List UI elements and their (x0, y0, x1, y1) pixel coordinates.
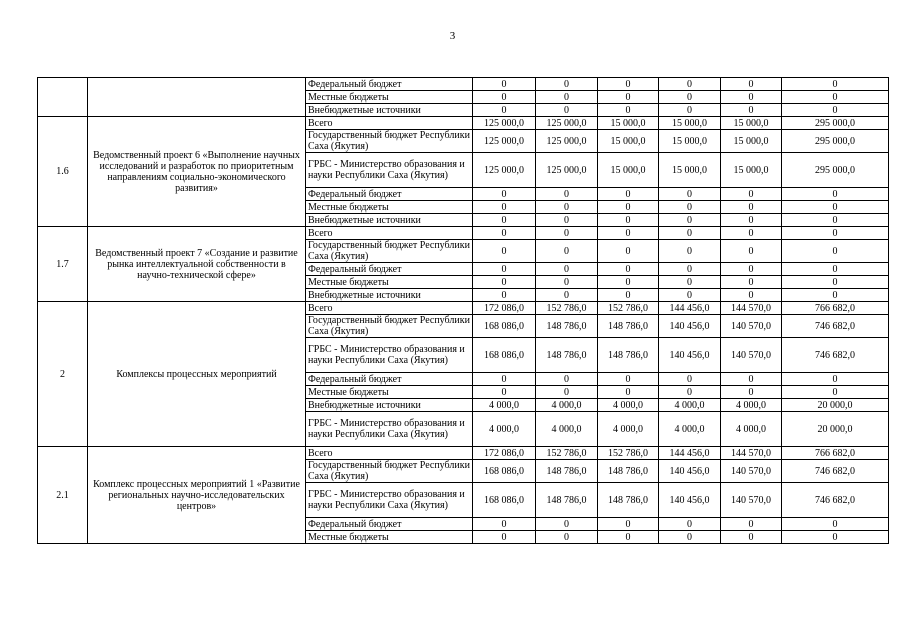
year-value: 0 (473, 289, 536, 302)
total-value: 0 (782, 104, 889, 117)
year-value: 125 000,0 (536, 153, 598, 188)
year-value: 152 786,0 (598, 447, 659, 460)
funding-source: Всего (306, 447, 473, 460)
year-value: 0 (598, 289, 659, 302)
total-value: 746 682,0 (782, 315, 889, 338)
year-value: 15 000,0 (598, 130, 659, 153)
year-value: 168 086,0 (473, 460, 536, 483)
budget-table-body (38, 78, 889, 544)
year-value: 0 (536, 263, 598, 276)
year-value: 0 (598, 104, 659, 117)
year-value: 0 (659, 240, 721, 263)
funding-source: Всего (306, 117, 473, 130)
year-value: 0 (536, 386, 598, 399)
year-value: 15 000,0 (659, 153, 721, 188)
funding-source: ГРБС - Министерство образования и науки Республики Саха (Якутия) (306, 338, 473, 373)
year-value: 0 (721, 289, 782, 302)
year-value: 4 000,0 (536, 399, 598, 412)
year-value: 0 (659, 78, 721, 91)
budget-row (38, 117, 889, 130)
year-value: 0 (536, 240, 598, 263)
year-value: 15 000,0 (721, 117, 782, 130)
total-value: 0 (782, 386, 889, 399)
year-value: 140 570,0 (721, 338, 782, 373)
year-value: 140 570,0 (721, 315, 782, 338)
total-value: 0 (782, 78, 889, 91)
funding-source: Государственный бюджет Республики Саха (Якутия) (306, 130, 473, 153)
total-value: 0 (782, 263, 889, 276)
funding-source: ГРБС - Министерство образования и науки Республики Саха (Якутия) (306, 412, 473, 447)
year-value: 140 570,0 (721, 460, 782, 483)
year-value: 0 (536, 214, 598, 227)
year-value: 4 000,0 (473, 412, 536, 447)
year-value: 0 (598, 276, 659, 289)
year-value: 0 (598, 240, 659, 263)
year-value: 152 786,0 (536, 302, 598, 315)
year-value: 0 (473, 91, 536, 104)
year-value: 144 456,0 (659, 447, 721, 460)
year-value: 4 000,0 (473, 399, 536, 412)
year-value: 144 570,0 (721, 302, 782, 315)
total-value: 295 000,0 (782, 130, 889, 153)
year-value: 0 (536, 289, 598, 302)
year-value: 0 (659, 386, 721, 399)
year-value: 140 456,0 (659, 315, 721, 338)
total-value: 20 000,0 (782, 399, 889, 412)
year-value: 4 000,0 (659, 412, 721, 447)
year-value: 0 (721, 227, 782, 240)
funding-source: Государственный бюджет Республики Саха (Якутия) (306, 460, 473, 483)
year-value: 140 456,0 (659, 338, 721, 373)
section-number: 2.1 (38, 447, 88, 544)
funding-source: Внебюджетные источники (306, 289, 473, 302)
year-value: 0 (473, 263, 536, 276)
year-value: 0 (721, 104, 782, 117)
section-name: Комплекс процессных мероприятий 1 «Развитие региональных научно-исследовательских центров» (88, 447, 306, 544)
year-value: 140 456,0 (659, 460, 721, 483)
year-value: 0 (473, 373, 536, 386)
year-value: 125 000,0 (536, 117, 598, 130)
year-value: 0 (473, 201, 536, 214)
year-value: 148 786,0 (598, 338, 659, 373)
year-value: 0 (659, 214, 721, 227)
year-value: 0 (473, 214, 536, 227)
year-value: 0 (721, 518, 782, 531)
year-value: 0 (721, 91, 782, 104)
funding-source: Внебюджетные источники (306, 104, 473, 117)
year-value: 125 000,0 (473, 117, 536, 130)
funding-source: ГРБС - Министерство образования и науки Республики Саха (Якутия) (306, 153, 473, 188)
year-value: 148 786,0 (536, 338, 598, 373)
budget-row (38, 447, 889, 460)
year-value: 0 (721, 531, 782, 544)
year-value: 0 (598, 188, 659, 201)
year-value: 15 000,0 (598, 117, 659, 130)
funding-source: Федеральный бюджет (306, 188, 473, 201)
year-value: 0 (598, 227, 659, 240)
year-value: 4 000,0 (659, 399, 721, 412)
funding-source: Всего (306, 302, 473, 315)
year-value: 0 (598, 531, 659, 544)
year-value: 0 (473, 78, 536, 91)
year-value: 0 (659, 188, 721, 201)
total-value: 0 (782, 518, 889, 531)
year-value: 125 000,0 (473, 153, 536, 188)
year-value: 0 (473, 240, 536, 263)
year-value: 0 (473, 227, 536, 240)
total-value: 0 (782, 240, 889, 263)
year-value: 0 (659, 227, 721, 240)
year-value: 15 000,0 (721, 130, 782, 153)
total-value: 0 (782, 373, 889, 386)
year-value: 0 (536, 188, 598, 201)
year-value: 4 000,0 (598, 412, 659, 447)
funding-source: Государственный бюджет Республики Саха (Якутия) (306, 240, 473, 263)
year-value: 0 (536, 78, 598, 91)
year-value: 0 (659, 263, 721, 276)
funding-source: Федеральный бюджет (306, 518, 473, 531)
year-value: 140 456,0 (659, 483, 721, 518)
funding-source: Местные бюджеты (306, 201, 473, 214)
year-value: 0 (721, 373, 782, 386)
year-value: 148 786,0 (536, 483, 598, 518)
year-value: 0 (536, 276, 598, 289)
year-value: 0 (721, 188, 782, 201)
total-value: 746 682,0 (782, 338, 889, 373)
year-value: 0 (536, 518, 598, 531)
year-value: 148 786,0 (598, 483, 659, 518)
year-value: 0 (536, 227, 598, 240)
year-value: 0 (536, 104, 598, 117)
year-value: 0 (598, 263, 659, 276)
year-value: 0 (721, 386, 782, 399)
funding-source: Государственный бюджет Республики Саха (Якутия) (306, 315, 473, 338)
year-value: 0 (536, 201, 598, 214)
section-name: Ведомственный проект 7 «Создание и развитие рынка интеллектуальной собственности в научно-технической сфере» (88, 227, 306, 302)
year-value: 144 456,0 (659, 302, 721, 315)
year-value: 0 (659, 531, 721, 544)
year-value: 152 786,0 (598, 302, 659, 315)
funding-source: ГРБС - Министерство образования и науки Республики Саха (Якутия) (306, 483, 473, 518)
year-value: 148 786,0 (536, 315, 598, 338)
year-value: 0 (598, 78, 659, 91)
funding-source: Внебюджетные источники (306, 399, 473, 412)
total-value: 746 682,0 (782, 460, 889, 483)
year-value: 0 (721, 201, 782, 214)
year-value: 0 (721, 214, 782, 227)
total-value: 0 (782, 276, 889, 289)
funding-source: Местные бюджеты (306, 386, 473, 399)
year-value: 0 (473, 104, 536, 117)
year-value: 4 000,0 (721, 399, 782, 412)
page-number: 3 (449, 30, 456, 42)
total-value: 0 (782, 201, 889, 214)
year-value: 0 (721, 240, 782, 263)
funding-source: Внебюджетные источники (306, 214, 473, 227)
year-value: 152 786,0 (536, 447, 598, 460)
year-value: 0 (659, 104, 721, 117)
total-value: 295 000,0 (782, 117, 889, 130)
year-value: 15 000,0 (721, 153, 782, 188)
section-name (88, 78, 306, 117)
section-name: Комплексы процессных мероприятий (88, 302, 306, 447)
year-value: 15 000,0 (598, 153, 659, 188)
section-number: 2 (38, 302, 88, 447)
year-value: 0 (536, 373, 598, 386)
funding-source: Всего (306, 227, 473, 240)
total-value: 20 000,0 (782, 412, 889, 447)
funding-source: Местные бюджеты (306, 91, 473, 104)
year-value: 0 (536, 531, 598, 544)
year-value: 0 (659, 289, 721, 302)
year-value: 0 (659, 91, 721, 104)
year-value: 168 086,0 (473, 338, 536, 373)
section-name: Ведомственный проект 6 «Выполнение научных исследований и разработок по приоритетным направлениям социально-экономического развития» (88, 117, 306, 227)
year-value: 125 000,0 (536, 130, 598, 153)
year-value: 15 000,0 (659, 117, 721, 130)
year-value: 0 (598, 214, 659, 227)
funding-source: Федеральный бюджет (306, 263, 473, 276)
year-value: 140 570,0 (721, 483, 782, 518)
year-value: 0 (721, 78, 782, 91)
funding-source: Федеральный бюджет (306, 78, 473, 91)
section-number: 1.7 (38, 227, 88, 302)
section-number: 1.6 (38, 117, 88, 227)
funding-source: Местные бюджеты (306, 276, 473, 289)
year-value: 0 (659, 373, 721, 386)
total-value: 766 682,0 (782, 447, 889, 460)
year-value: 0 (721, 276, 782, 289)
year-value: 0 (659, 276, 721, 289)
year-value: 0 (473, 531, 536, 544)
section-number (38, 78, 88, 117)
budget-table (37, 77, 889, 544)
total-value: 295 000,0 (782, 153, 889, 188)
total-value: 0 (782, 188, 889, 201)
year-value: 148 786,0 (598, 315, 659, 338)
year-value: 0 (473, 386, 536, 399)
year-value: 0 (659, 201, 721, 214)
total-value: 0 (782, 531, 889, 544)
year-value: 125 000,0 (473, 130, 536, 153)
total-value: 0 (782, 91, 889, 104)
year-value: 144 570,0 (721, 447, 782, 460)
year-value: 0 (598, 201, 659, 214)
year-value: 4 000,0 (598, 399, 659, 412)
year-value: 0 (473, 518, 536, 531)
year-value: 15 000,0 (659, 130, 721, 153)
year-value: 0 (598, 373, 659, 386)
year-value: 0 (598, 91, 659, 104)
year-value: 148 786,0 (598, 460, 659, 483)
budget-row (38, 302, 889, 315)
budget-row (38, 227, 889, 240)
budget-row (38, 78, 889, 91)
year-value: 168 086,0 (473, 483, 536, 518)
funding-source: Федеральный бюджет (306, 373, 473, 386)
year-value: 4 000,0 (721, 412, 782, 447)
year-value: 0 (473, 188, 536, 201)
funding-source: Местные бюджеты (306, 531, 473, 544)
year-value: 0 (598, 386, 659, 399)
total-value: 746 682,0 (782, 483, 889, 518)
year-value: 172 086,0 (473, 447, 536, 460)
total-value: 766 682,0 (782, 302, 889, 315)
year-value: 172 086,0 (473, 302, 536, 315)
year-value: 0 (536, 91, 598, 104)
total-value: 0 (782, 227, 889, 240)
year-value: 148 786,0 (536, 460, 598, 483)
year-value: 168 086,0 (473, 315, 536, 338)
year-value: 4 000,0 (536, 412, 598, 447)
total-value: 0 (782, 289, 889, 302)
total-value: 0 (782, 214, 889, 227)
year-value: 0 (659, 518, 721, 531)
year-value: 0 (721, 263, 782, 276)
year-value: 0 (473, 276, 536, 289)
year-value: 0 (598, 518, 659, 531)
